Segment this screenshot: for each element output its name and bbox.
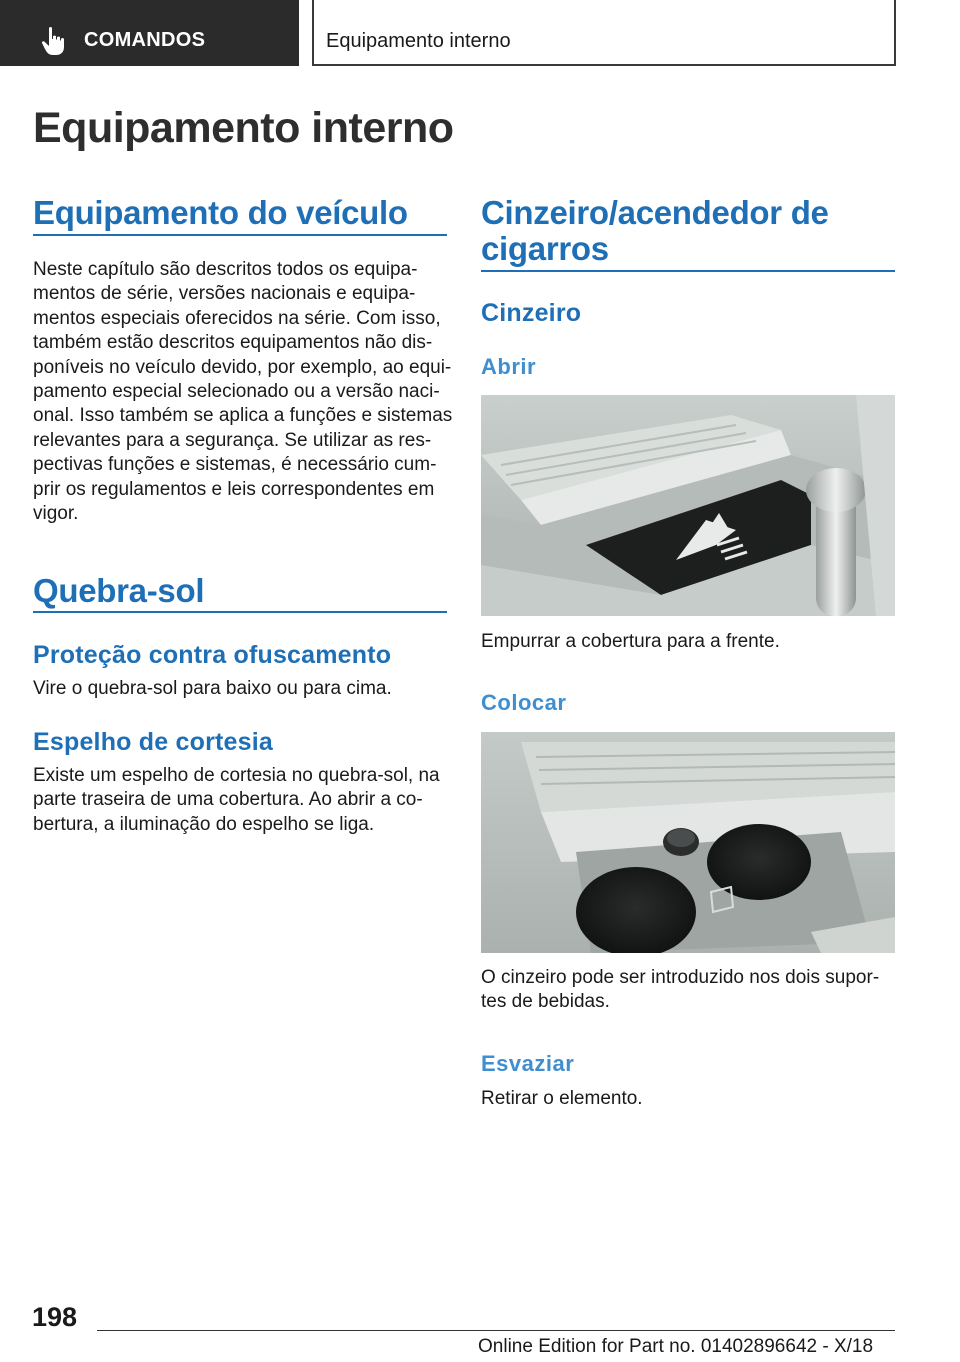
- heading-line: Cinzeiro/acendedor de: [481, 194, 829, 231]
- heading-rule: [33, 234, 447, 236]
- heading-insert: Colocar: [481, 690, 567, 715]
- insert-caption: [481, 966, 901, 1015]
- heading-rule: [481, 270, 895, 272]
- text-line: Vire o quebra-sol para baixo ou para cima.: [33, 678, 392, 699]
- text-line: pectivas funções e sistemas, é necessário cum-: [33, 454, 437, 476]
- footer-edition: Online Edition for Part no. 01402896642 - X/18: [478, 1336, 874, 1357]
- text-line: tes de bebidas.: [481, 991, 610, 1013]
- text-line: bertura, a iluminação do espelho se liga.: [33, 813, 375, 835]
- heading-ashtray: Cinzeiro: [481, 299, 582, 327]
- heading-open: Abrir: [481, 354, 537, 379]
- text-line: parte traseira de uma cobertura. Ao abrir a co-: [33, 789, 423, 811]
- hand-pointer-icon: [40, 26, 66, 56]
- heading-rule: [33, 611, 447, 613]
- text-line: prir os regulamentos e leis correspondentes em: [33, 478, 435, 500]
- heading-empty: Esvaziar: [481, 1051, 575, 1076]
- heading-line: cigarros: [481, 230, 609, 267]
- heading-ashtray-lighter: [481, 195, 829, 267]
- empty-text: Retirar o elemento.: [481, 1088, 643, 1109]
- text-line: relevantes para a segurança. Se utilizar as res-: [33, 429, 432, 451]
- ashtray-insert-illustration: [481, 732, 895, 953]
- text-line: onal. Isso também se aplica a funções e sistemas: [33, 405, 453, 427]
- footer-rule: [97, 1330, 895, 1331]
- heading-sun-visor: Quebra-sol: [33, 572, 205, 609]
- section-tab[interactable]: COMANDOS: [84, 29, 206, 51]
- text-line: Existe um espelho de cortesia no quebra-sol, na: [33, 765, 440, 786]
- text-line: também estão descritos equipamentos não dis-: [33, 332, 433, 354]
- text-line: mentos especiais oferecidos na série. Com isso,: [33, 307, 441, 329]
- text-line: O cinzeiro pode ser introduzido nos dois supor-: [481, 967, 880, 988]
- vehicle-equipment-text: [33, 258, 453, 526]
- page-number: 198: [32, 1302, 78, 1332]
- ashtray-open-illustration: [481, 395, 895, 616]
- text-line: pamento especial selecionado ou a versão naci-: [33, 381, 440, 403]
- text-line: mentos de série, versões nacionais e equipa-: [33, 283, 416, 305]
- open-caption: Empurrar a cobertura para a frente.: [481, 631, 780, 652]
- text-line: poníveis no veículo devido, por exemplo, ao equi-: [33, 356, 452, 378]
- vanity-mirror-text: [33, 764, 453, 837]
- heading-glare-protection: Proteção contra ofuscamento: [33, 641, 392, 669]
- heading-vehicle-equipment: Equipamento do veículo: [33, 194, 408, 231]
- text-line: Neste capítulo são descritos todos os equipa-: [33, 259, 418, 280]
- glare-protection-text: [33, 677, 453, 701]
- text-line: vigor.: [33, 503, 79, 525]
- heading-vanity-mirror: Espelho de cortesia: [33, 728, 273, 756]
- header-title: Equipamento interno: [326, 30, 511, 52]
- page-title: Equipamento interno: [33, 104, 454, 152]
